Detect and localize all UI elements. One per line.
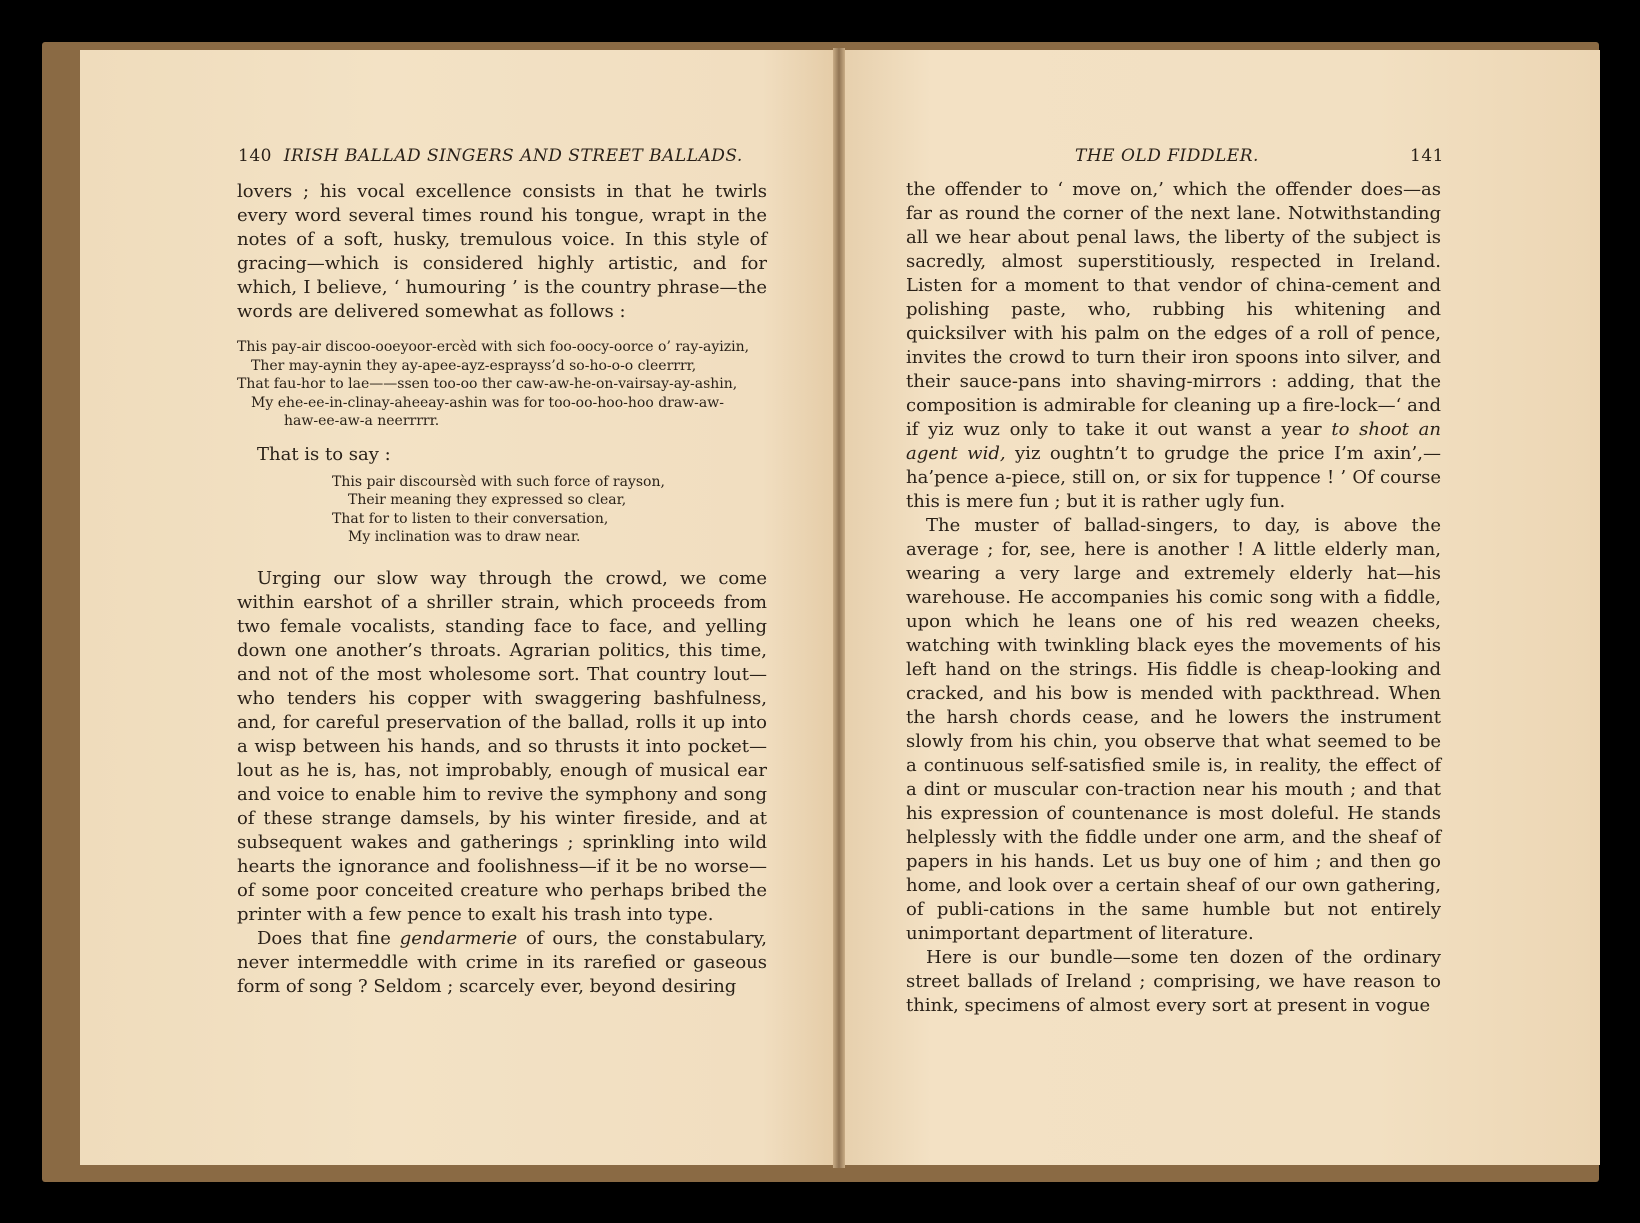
verse-line: My ehe-ee-in-clinay-aheeay-ashin was for too-oo-hoo-hoo draw-aw- [251, 394, 724, 411]
text-run: of ours, the constabulary, never intermeddle with crime in its rarefied or gaseous form of song ? Seldom ; scarcely ever, beyond desiring [237, 927, 767, 997]
verse-line: My inclination was to draw near. [348, 529, 581, 545]
translated-verse [332, 473, 767, 547]
left-page-body [237, 180, 767, 999]
paragraph: The muster of ballad-singers, to day, is above the average ; for, see, here is another ! A little elderly man, wearing a very large and extremely elderly hat—his warehouse. He accompanies his comic song with a fiddle, upon which he leans one of his red weazen cheeks, watching with twinkling black eyes the movements of his left hand on the strings. His fiddle is cheap-looking and cracked, and his bow is mended with packthread. When the harsh chords cease, and he lowers the instrument slowly from his chin, you observe that what seemed to be a continuous self-satisfied smile is, in reality, the effect of a dint or muscular con-traction near his mouth ; and that his expression of countenance is most doleful. He stands helplessly with the fiddle under one arm, and the sheaf of papers in his hands. Let us buy one of him ; and then go home, and look over a certain sheaf of our own gathering, of publi-cations in the same humble but not entirely unimportant department of literature. [906, 515, 1441, 944]
book-gutter [833, 48, 845, 1168]
verse-line: That for to listen to their conversation, [332, 510, 609, 527]
running-title: THE OLD FIDDLER. [1075, 146, 1259, 166]
text-run: Does that fine [257, 927, 391, 949]
italic-text: to shoot an agent wid, [906, 419, 1441, 464]
paragraph: lovers ; his vocal excellence consists in that he twirls every word several times round his tongue, wrapt in the notes of a soft, husky, tremulous voice. In this style of gracing—which is considered highly artistic, and for which, I believe, ‘ humouring ’ is the country phrase—the words are delivered somewhat as follows : [237, 181, 767, 322]
page-number: 140 [238, 146, 272, 166]
verse-line: This pair discoursèd with such force of rayson, [332, 473, 665, 490]
paragraph: Urging our slow way through the crowd, we come within earshot of a shriller strain, which proceeds from two female vocalists, standing face to face, and yelling down one another’s throats. Agrarian politics, this time, and not of the most wholesome sort. That country lout—who tenders his copper with swaggering bashfulness, and, for careful preservation of the ballad, rolls it up into a wisp between his hands, and so thrusts it into pocket—lout as he is, has, not improbably, enough of musical ear and voice to enable him to revive the symphony and song of these strange damsels, by his winter fireside, and at subsequent wakes and gatherings ; sprinkling into wild hearts the ignorance and foolishness—if it be no worse—of some poor conceited creature who perhaps bribed the printer with a few pence to exalt his trash into type. [237, 567, 767, 925]
paragraph [906, 178, 1441, 514]
verse-line: That fau-hor to lae——ssen too-oo ther caw-aw-he-on-vairsay-ay-ashin, [237, 376, 738, 392]
text-run: the offender to ‘ move on,’ which the offender does—as far as round the corner of the next lane. Notwithstanding all we hear about penal laws, the liberty of the subject is sacredly, almost superstitiously, respected in Ireland. Listen for a moment to that vendor of china-cement and polishing paste, who, rubbing his whitening and quicksilver with his palm on the edges of a roll of pence, invites the crowd to turn their iron spoons into silver, and their sauce-pans into shaving-mirrors : adding, that the composition is admirable for cleaning up a fire-lock—‘ and if yiz wuz only to take it out wanst a year [906, 179, 1441, 440]
right-page [840, 50, 1600, 1165]
page-number: 141 [1410, 146, 1444, 166]
italic-text: gendarmerie [399, 927, 518, 949]
dialect-verse [237, 338, 767, 431]
text-run: yiz oughtn’t to grudge the price I’m axin’,—ha’pence a-piece, still on, or six for tuppence ! ’ Of course this is mere fun ; but it is rather ugly fun. [906, 443, 1441, 512]
left-page [80, 50, 838, 1165]
paragraph [237, 927, 767, 999]
verse-line: Their meaning they expressed so clear, [348, 492, 627, 508]
verse-line: haw-ee-aw-a neerrrrr. [284, 413, 440, 429]
running-title: IRISH BALLAD SINGERS AND STREET BALLADS. [283, 146, 743, 166]
paragraph: Here is our bundle—some ten dozen of the ordinary street ballads of Ireland ; comprising, we have reason to think, specimens of almost every sort at present in vogue [906, 947, 1441, 1016]
running-head-left [238, 146, 743, 166]
right-page-body [906, 178, 1441, 1018]
paragraph: That is to say : [257, 443, 391, 465]
verse-line: This pay-air discoo-ooeyoor-ercèd with sich foo-oocy-oorce o’ ray-ayizin, [237, 339, 750, 355]
verse-line: Ther may-aynin they ay-apee-ayz-esprayss’d so-ho-o-o cleerrrr, [251, 357, 697, 374]
